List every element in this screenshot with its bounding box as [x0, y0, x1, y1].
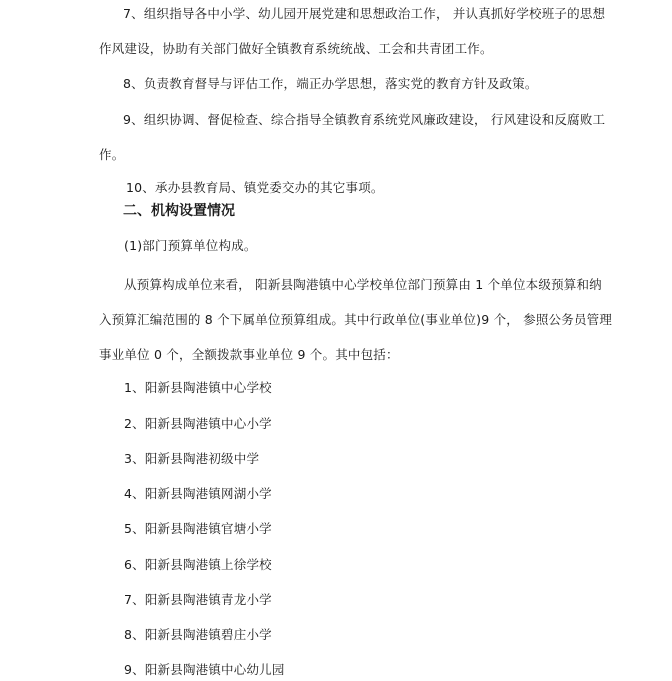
subsection-title: (1)部门预算单位构成。	[124, 238, 257, 253]
unit-list-item: 9、阳新县陶港镇中心幼儿园	[124, 662, 285, 677]
unit-list-item: 1、阳新县陶港镇中心学校	[124, 380, 272, 395]
paragraph-7-line-1: 7、组织指导各中小学、幼儿园开展党建和思想政治工作， 并认真抓好学校班子的思想	[123, 6, 606, 21]
paragraph-9-line-2: 作。	[99, 147, 125, 162]
unit-list-item: 2、阳新县陶港镇中心小学	[124, 416, 272, 431]
section-body-line-2: 入预算汇编范围的 8 个下属单位预算组成。其中行政单位(事业单位)9 个， 参照公务员管理	[99, 312, 613, 327]
paragraph-8: 8、负责教育督导与评估工作，端正办学思想，落实党的教育方针及政策。	[123, 76, 538, 91]
section-heading: 二、机构设置情况	[123, 203, 235, 219]
unit-list-item: 6、阳新县陶港镇上徐学校	[124, 557, 272, 572]
unit-list-item: 3、阳新县陶港初级中学	[124, 451, 260, 466]
paragraph-7-line-2: 作风建设，协助有关部门做好全镇教育系统统战、工会和共青团工作。	[99, 41, 493, 56]
section-body-line-3: 事业单位 0 个，全额拨款事业单位 9 个。其中包括：	[99, 347, 399, 362]
section-body-line-1: 从预算构成单位来看， 阳新县陶港镇中心学校单位部门预算由 1 个单位本级预算和纳	[124, 277, 602, 292]
paragraph-9-line-1: 9、组织协调、督促检查、综合指导全镇教育系统党风廉政建设， 行风建设和反腐败工	[123, 112, 606, 127]
unit-list-item: 8、阳新县陶港镇碧庄小学	[124, 627, 272, 642]
unit-list-item: 5、阳新县陶港镇官塘小学	[124, 521, 272, 536]
unit-list-item: 7、阳新县陶港镇青龙小学	[124, 592, 272, 607]
unit-list-item: 4、阳新县陶港镇网湖小学	[124, 486, 272, 501]
paragraph-10: 10、承办县教育局、镇党委交办的其它事项。	[126, 180, 384, 195]
